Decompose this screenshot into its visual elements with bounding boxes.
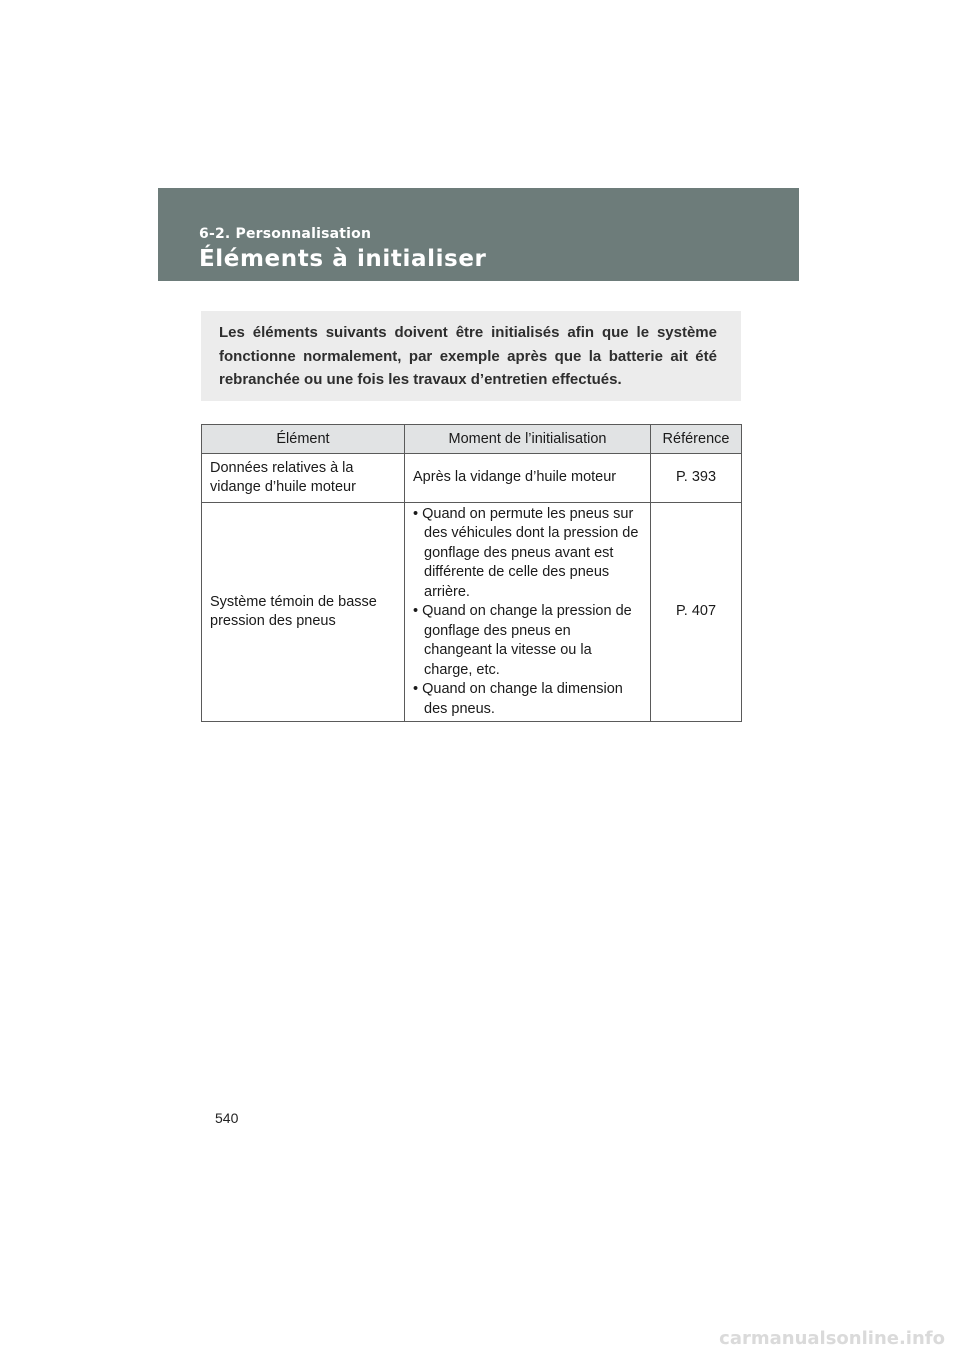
header-moment: Moment de l’initialisation bbox=[405, 425, 651, 454]
cell-moment bbox=[405, 503, 651, 722]
table-row bbox=[202, 454, 742, 503]
list-item: • Quand on permute les pneus sur des véhicules dont la pression de gonflage des pneus avant est différente de celle des pneus arrière. bbox=[413, 505, 642, 603]
table-row bbox=[202, 503, 742, 722]
intro-box bbox=[201, 311, 741, 401]
section-label: 6-2. Personnalisation bbox=[199, 226, 372, 242]
cell-item: Système témoin de basse pression des pneus bbox=[202, 503, 405, 722]
list-item: • Quand on change la pression de gonflage des pneus en changeant la vitesse ou la charge, etc. bbox=[413, 602, 642, 680]
intro-text: Les éléments suivants doivent être initialisés afin que le système fonctionne normalement, par exemple après que la batterie ait été rebranchée ou une fois les travaux d’entretien effectués. bbox=[219, 324, 717, 388]
cell-reference: P. 393 bbox=[651, 454, 742, 503]
chapter-header bbox=[158, 188, 799, 281]
cell-reference: P. 407 bbox=[651, 503, 742, 722]
initialization-table bbox=[201, 424, 742, 722]
list-item: • Quand on change la dimension des pneus. bbox=[413, 680, 642, 719]
page-title: Éléments à initialiser bbox=[199, 246, 487, 272]
cell-item: Données relatives à la vidange d’huile moteur bbox=[202, 454, 405, 503]
table-header-row bbox=[202, 425, 742, 454]
cell-moment: Après la vidange d’huile moteur bbox=[405, 454, 651, 503]
page-number: 540 bbox=[215, 1110, 239, 1126]
moment-bullet-list bbox=[413, 505, 642, 720]
header-reference: Référence bbox=[651, 425, 742, 454]
header-item: Élément bbox=[202, 425, 405, 454]
watermark: carmanualsonline.info bbox=[719, 1328, 945, 1349]
